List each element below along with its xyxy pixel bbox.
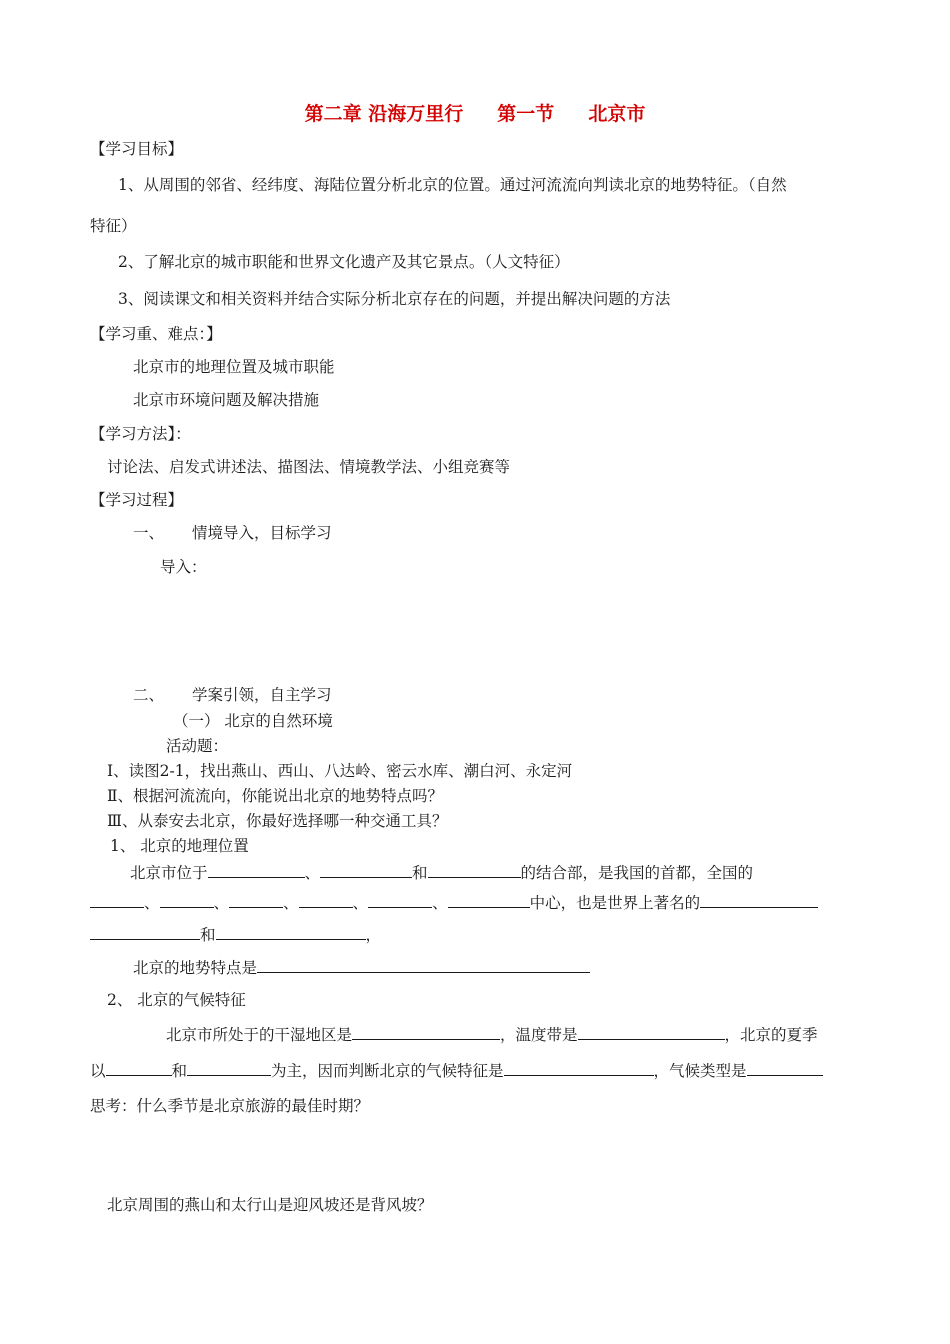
climate-line-1-lead: 北京市所处于的干湿地区是 [166, 1026, 353, 1044]
fill-blank-terrain[interactable] [257, 957, 590, 973]
activity-label: 活动题： [166, 737, 229, 755]
goals-heading: 【学习目标】 [90, 140, 184, 158]
climate-line-2-end: ，气候类型是 [653, 1062, 747, 1080]
key-point-2: 北京市环境问题及解决措施 [133, 391, 320, 409]
methods-heading: 【学习方法】： [90, 425, 191, 443]
step-1-number: 一、 [133, 524, 165, 542]
fill-blank-center-3[interactable] [229, 892, 283, 908]
goal-1-line-1: 1、从周围的邻省、经纬度、海陆位置分析北京的位置。通过河流流向判读北京的地势特征。（自然 [118, 176, 787, 194]
fill-blank-famous-3[interactable] [216, 924, 366, 940]
fill-blank-summer-1[interactable] [106, 1060, 172, 1076]
climate-line-2-mid: 为主，因而判断北京的气候特征是 [271, 1062, 504, 1080]
location-line-2-end: 中心，也是世界上著名的 [529, 894, 701, 912]
fill-blank-temperature-zone[interactable] [578, 1024, 725, 1040]
fill-blank-center-2[interactable] [160, 892, 214, 908]
climate-line-1 [166, 1024, 818, 1045]
climate-line-2-lead: 以 [90, 1062, 106, 1080]
subsection-natural-environment: （一） 北京的自然环境 [173, 712, 333, 730]
fill-blank-dry-wet-zone[interactable] [352, 1024, 500, 1040]
conjunction: 和 [412, 864, 428, 882]
separator: 、 [283, 894, 299, 912]
topic-title: 北京市 [588, 103, 646, 125]
fill-blank-center-4[interactable] [299, 892, 353, 908]
location-heading: 1、 北京的地理位置 [110, 837, 249, 855]
process-heading: 【学习过程】 [90, 491, 184, 509]
conjunction: 和 [171, 1062, 188, 1080]
location-line-1-lead: 北京市位于 [130, 864, 208, 882]
goal-2: 2、了解北京的城市职能和世界文化遗产及其它景点。（人文特征） [118, 253, 570, 271]
fill-blank-location-2[interactable] [320, 862, 412, 878]
section-title: 第一节 [497, 103, 555, 125]
think-question: 思考：什么季节是北京旅游的最佳时期？ [90, 1097, 370, 1115]
location-line-1 [130, 862, 753, 883]
conjunction: 和 [200, 926, 216, 944]
separator: 、 [144, 894, 160, 912]
goal-1-line-2: 特征） [90, 217, 137, 235]
fill-blank-center-5[interactable] [368, 892, 432, 908]
intro-label: 导入： [160, 558, 207, 576]
separator: 、 [213, 894, 230, 912]
activity-question-1: Ⅰ、读图2-1，找出燕山、西山、八达岭、密云水库、潮白河、永定河 [107, 762, 573, 780]
activity-question-3: Ⅲ、从泰安去北京，你最好选择哪一种交通工具？ [107, 812, 448, 830]
step-1-text: 情境导入，目标学习 [192, 524, 332, 542]
terrain-label: 北京的地势特点是 [133, 959, 258, 977]
fill-blank-location-3[interactable] [428, 862, 521, 878]
separator: 、 [432, 894, 448, 912]
goal-3: 3、阅读课文和相关资料并结合实际分析北京存在的问题，并提出解决问题的方法 [118, 290, 671, 308]
activity-question-2: Ⅱ、根据河流流向，你能说出北京的地势特点吗？ [107, 787, 444, 805]
climate-heading: 2、 北京的气候特征 [107, 991, 246, 1009]
step-2-text: 学案引领，自主学习 [192, 686, 332, 704]
separator: 、 [304, 864, 321, 882]
fill-blank-center-1[interactable] [90, 892, 144, 908]
fill-blank-summer-2[interactable] [187, 1060, 271, 1076]
location-line-3 [90, 924, 381, 945]
key-point-1: 北京市的地理位置及城市职能 [133, 358, 335, 376]
slope-question: 北京周围的燕山和太行山是迎风坡还是背风坡？ [107, 1196, 433, 1214]
page-title [0, 102, 950, 126]
fill-blank-climate-type[interactable] [747, 1060, 823, 1076]
fill-blank-famous-2[interactable] [90, 924, 200, 940]
step-2-number: 二、 [133, 686, 165, 704]
key-points-heading: 【学习重、难点：】 [90, 325, 222, 343]
fill-blank-center-6[interactable] [448, 892, 530, 908]
terrain-line [133, 957, 590, 978]
climate-line-2 [90, 1060, 823, 1081]
location-line-1-end: 的结合部，是我国的首都，全国的 [520, 864, 754, 882]
climate-line-1-mid: ，温度带是 [500, 1026, 578, 1044]
fill-blank-climate-feature[interactable] [504, 1060, 654, 1076]
methods-text: 讨论法、启发式讲述法、描图法、情境教学法、小组竞赛等 [107, 458, 511, 476]
fill-blank-famous-1[interactable] [700, 892, 818, 908]
climate-line-1-end: ，北京的夏季 [724, 1026, 818, 1044]
chapter-title: 第二章 沿海万里行 [304, 103, 464, 125]
separator: 、 [352, 894, 369, 912]
fill-blank-location-1[interactable] [208, 862, 305, 878]
punctuation: ， [365, 926, 382, 944]
location-line-2 [90, 892, 818, 913]
